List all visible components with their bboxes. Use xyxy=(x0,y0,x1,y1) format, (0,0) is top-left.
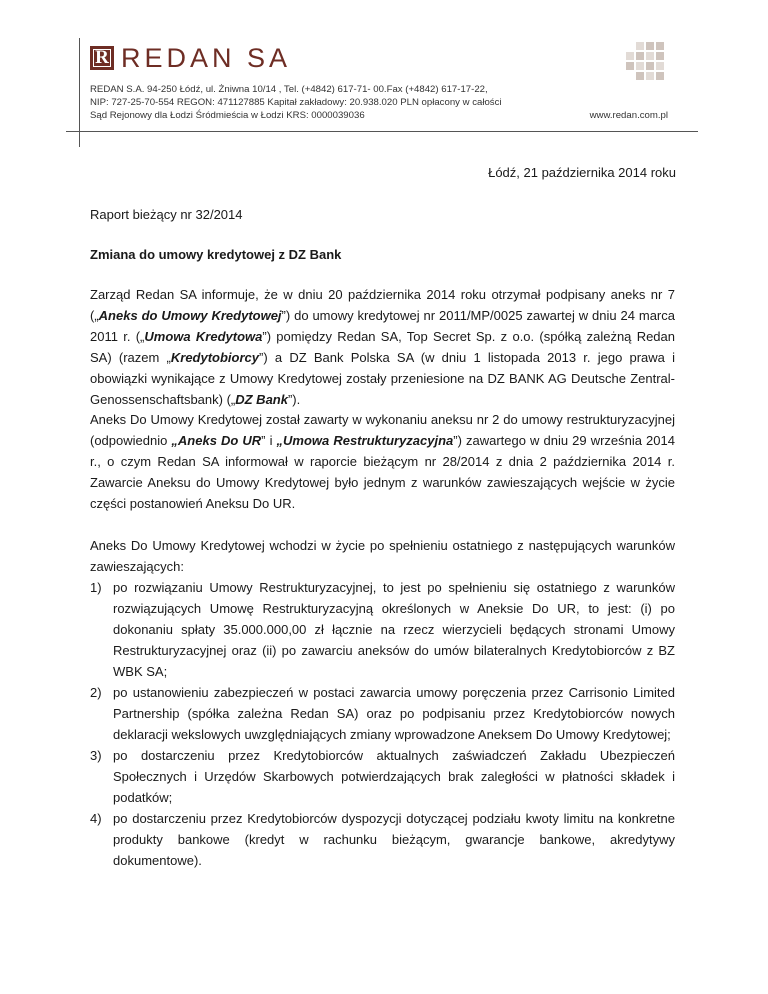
para2-text-2: ” i xyxy=(261,433,277,448)
list-item xyxy=(90,745,675,808)
para1-text-3: ”) pomiędzy Redan SA, Top Secret Sp. z o.o. (spółką zależną Redan SA) (razem „ xyxy=(90,329,675,365)
letterhead-horizontal-rule xyxy=(66,131,698,132)
para1-text-2: ”) do umowy kredytowej nr 2011/MP/0025 zawartej w dniu 24 marca 2011 r. („ xyxy=(90,308,675,344)
court-text: Sąd Rejonowy dla Łodzi Śródmieścia w Łodzi KRS: 0000039036 xyxy=(90,110,365,121)
list-text: po ustanowieniu zabezpieczeń w postaci zawarcia umowy poręczenia przez Carrisonio Limited Partnership (spółka zależna Redan SA) oraz po podpisaniu przez Kredytobiorców nowych deklaracji wekslowych uwzględniających zmiany wprowadzone Aneksem Do Umowy Kredytowej; xyxy=(113,685,675,742)
list-text: po dostarczeniu przez Kredytobiorców dyspozycji dotyczącej podziału kwoty limitu na konkretne produkty bankowe (kredyt w rachunku bieżącym, gwarancje bankowe, akredytywy dokumentowe). xyxy=(113,811,675,868)
company-details xyxy=(90,83,668,122)
court-line xyxy=(90,109,668,122)
paragraph-annex-info xyxy=(90,284,675,410)
list-text: po rozwiązaniu Umowy Restrukturyzacyjnej, to jest po spełnieniu się ostatniego z warunków rozwiązujących Umowę Restrukturyzacyjną określonych w Aneksie Do UR, to jest: (i) po dokonaniu spłaty 35.000.000,00 zł łącznie na rzecz wierzycieli będących stronami Umowy Restrukturyzacyjnej oraz (ii) po zawarciu aneksów do umów bilateralnych Kredytobiorców z BZ WBK SA; xyxy=(113,580,675,679)
term-aneks-do-umowy: Aneks do Umowy Kredytowej xyxy=(98,308,282,323)
list-number: 2) xyxy=(90,685,102,700)
logo-text: REDAN SA xyxy=(121,43,292,73)
para1-text-4: ”) a DZ Bank Polska SA (w dniu 1 listopada 2013 r. jego prawa i obowiązki wynikające z Umowy Kredytowej zostały przeniesione na DZ BANK AG Deutsche Zentral-Genossenschaftsbank) („ xyxy=(90,350,676,407)
list-item xyxy=(90,577,675,682)
list-number: 4) xyxy=(90,811,102,826)
term-kredytobiorcy: Kredytobiorcy xyxy=(170,350,260,365)
list-number: 1) xyxy=(90,580,102,595)
term-dz-bank: DZ Bank xyxy=(235,392,288,407)
company-logo xyxy=(90,44,291,72)
para2-text-3: ”) zawartego w dniu 29 września 2014 r., o czym Redan SA informował w raporcie bieżącym nr 28/2014 z dnia 2 października 2014 r. Zawarcie Aneksu do Umowy Kredytowej było jednym z warunków zawieszających wejście w życie części postanowień Aneksu Do UR. xyxy=(90,433,675,511)
list-number: 3) xyxy=(90,748,102,763)
document-date: Łódź, 21 października 2014 roku xyxy=(488,165,676,180)
term-aneks-do-ur: „Aneks Do UR xyxy=(171,433,262,448)
website-link[interactable]: www.redan.com.pl xyxy=(589,110,668,121)
address-line: REDAN S.A. 94-250 Łódź, ul. Żniwna 10/14 , Tel. (+4842) 617-71- 00.Fax (+4842) 617-17-22, xyxy=(90,84,488,95)
list-item xyxy=(90,682,675,745)
para1-text-1: Zarząd Redan SA informuje, że w dniu 20 października 2014 roku otrzymał podpisany aneks nr 7 („ xyxy=(90,287,675,323)
decorative-squares-icon xyxy=(626,42,664,80)
conditions-list xyxy=(90,577,675,871)
conditions-intro: Aneks Do Umowy Kredytowej wchodzi w życie po spełnieniu ostatniego z następujących warunków zawieszających: xyxy=(90,538,675,574)
term-umowa-restrukturyzacyjna: „Umowa Restrukturyzacyjna xyxy=(276,433,454,448)
paragraph-restructuring xyxy=(90,409,675,514)
registry-line: NIP: 727-25-70-554 REGON: 471127885 Kapitał zakładowy: 20.938.020 PLN opłacony w całości xyxy=(90,97,502,108)
paragraph-conditions xyxy=(90,535,675,871)
logo-r-icon: R xyxy=(90,46,114,70)
report-subject: Zmiana do umowy kredytowej z DZ Bank xyxy=(90,247,342,262)
para2-text-1: Aneks Do Umowy Kredytowej został zawarty w wykonaniu aneksu nr 2 do umowy restrukturyzacyjnej (odpowiednio xyxy=(90,412,675,448)
list-item xyxy=(90,808,675,871)
term-umowa-kredytowa: Umowa Kredytowa xyxy=(144,329,263,344)
para1-text-5: ”). xyxy=(287,392,301,407)
report-number: Raport bieżący nr 32/2014 xyxy=(90,207,243,222)
list-text: po dostarczeniu przez Kredytobiorców aktualnych zaświadczeń Zakładu Ubezpieczeń Społecznych i Urzędów Skarbowych potwierdzających brak zaległości w płatności składek i podatków; xyxy=(113,748,675,805)
